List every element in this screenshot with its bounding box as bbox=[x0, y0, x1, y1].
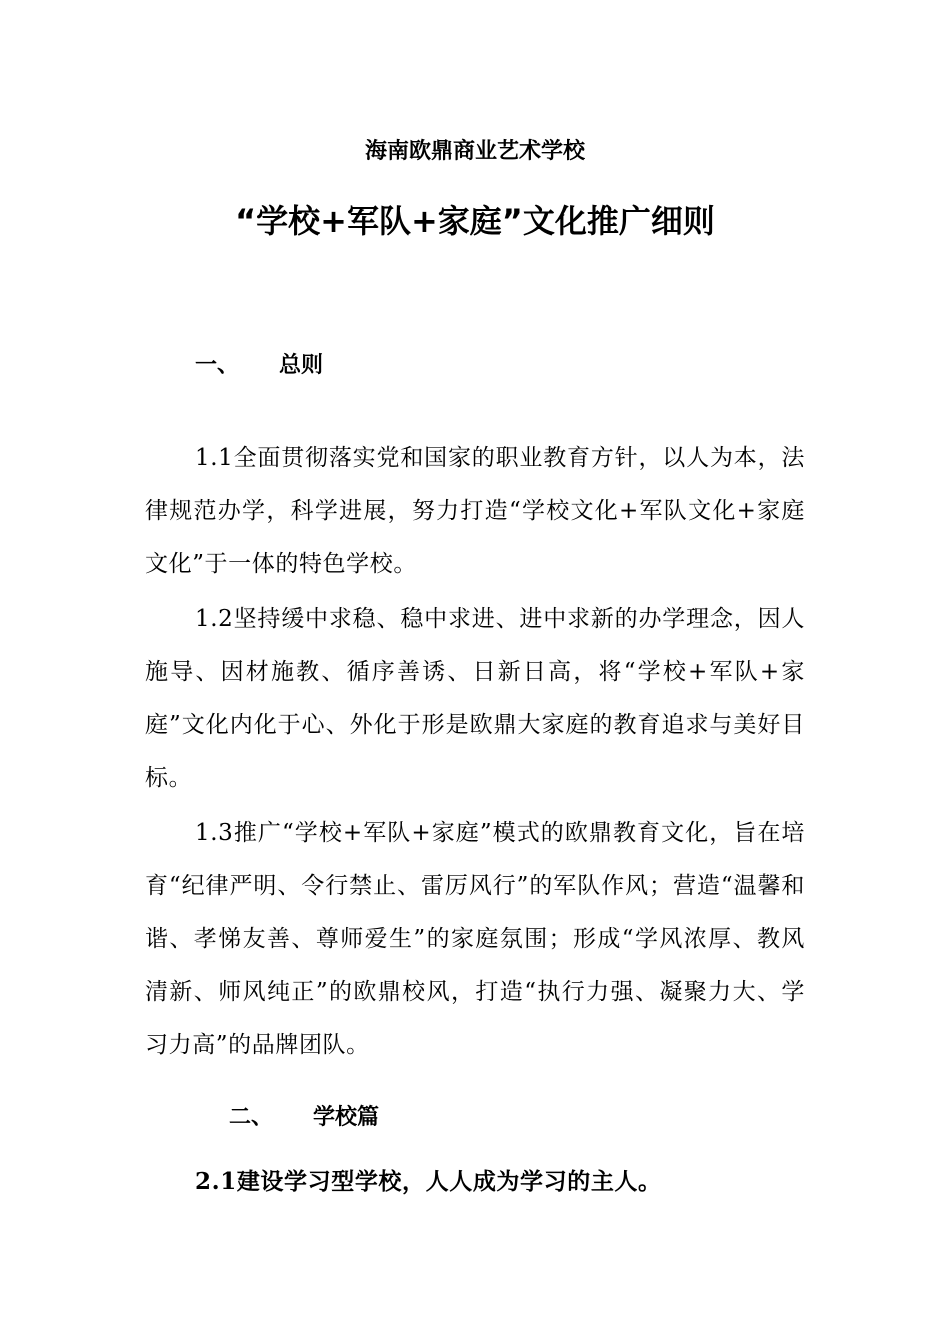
document-title: “学校+军队+家庭”文化推广细则 bbox=[235, 202, 715, 240]
school-name: 海南欧鼎商业艺术学校 bbox=[364, 139, 585, 164]
section-number: 二、 bbox=[229, 1105, 274, 1130]
section-number: 一、 bbox=[195, 353, 240, 378]
subsection-heading-2-1: 2.1建设学习型学校，人人成为学习的主人。 bbox=[195, 1168, 662, 1195]
paragraph-1-3: 1.3推广“学校+军队+家庭”模式的欧鼎教育文化，旨在培育“纪律严明、令行禁止、雷厉风行”的军队作风；营造“温馨和谐、孝悌友善、尊师爱生”的家庭氛围；形成“学风浓厚、教风清新、师风纯正”的欧鼎校风，打造“执行力强、凝聚力大、学习力高”的品牌团队。 bbox=[145, 820, 805, 1058]
section-heading-general bbox=[195, 350, 323, 382]
paragraph-1-1: 1.1全面贯彻落实党和国家的职业教育方针，以人为本，法律规范办学，科学进展，努力打造“学校文化+军队文化+家庭文化”于一体的特色学校。 bbox=[145, 445, 805, 577]
section-title: 总则 bbox=[279, 353, 324, 378]
section-title: 学校篇 bbox=[313, 1105, 380, 1130]
section-heading-school bbox=[229, 1102, 379, 1134]
paragraph-1-2: 1.2坚持缓中求稳、稳中求进、进中求新的办学理念，因人施导、因材施教、循序善诱、日新日高，将“学校+军队+家庭”文化内化于心、外化于形是欧鼎大家庭的教育追求与美好目标。 bbox=[145, 606, 805, 791]
